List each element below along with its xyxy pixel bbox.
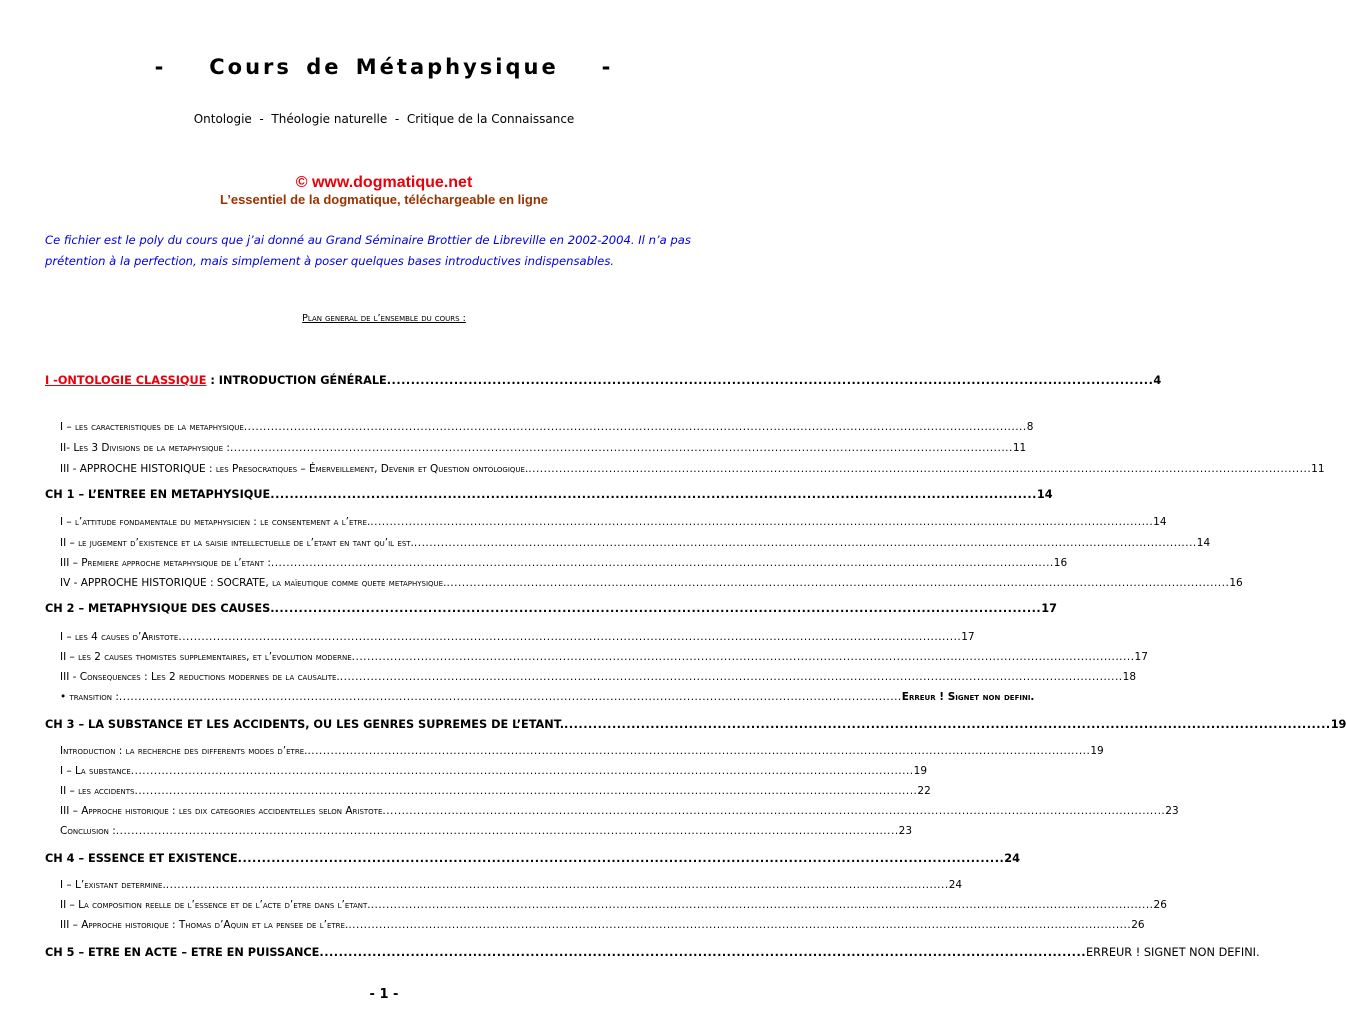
- toc-item-label: II – La composition reelle de l’essence et de l’acte d’etre dans l’etant.: [60, 899, 371, 911]
- toc-item-label: II – le jugement d’existence et la saisie intellectuelle de l’etant en tant qu’il est.: [60, 537, 414, 549]
- toc-item-label: III – Approche historique : les dix categories accidentelles selon Aristote: [60, 805, 383, 817]
- toc-item-label: III – Premiere approche metaphysique de l’etant :: [60, 557, 271, 569]
- toc-page-number: 26: [1153, 899, 1167, 911]
- toc-chapter-label: CH 3 – LA SUBSTANCE ET LES ACCIDENTS, OU LES GENRES SUPREMES DE L’ETANT.: [45, 718, 565, 731]
- toc-leader: ............................................................................................................................................................................................................: [229, 442, 1013, 454]
- tagline: L’essentiel de la dogmatique, téléchargeable en ligne: [220, 192, 548, 207]
- page-number: - 1 -: [369, 987, 399, 1002]
- toc-page-number: 14: [1153, 516, 1167, 528]
- document-title: - Cours de Métaphysique -: [154, 55, 614, 79]
- toc-item[interactable]: [60, 919, 1145, 931]
- toc-page-number: 17: [961, 631, 975, 643]
- toc-leader: ............................................................................................................................................................................................................: [339, 671, 1123, 683]
- toc-page-number: 19: [1330, 718, 1346, 731]
- toc-item[interactable]: [60, 899, 1167, 911]
- toc-page-number: 19: [913, 765, 928, 777]
- toc-item-label: I – L’existant determine.: [60, 879, 166, 891]
- toc-chapter-label: CH 5 – ETRE EN ACTE – ETRE EN PUISSANCE: [45, 946, 320, 959]
- toc-item[interactable]: [60, 825, 913, 837]
- toc-chapter-label: CH 1 – L’ENTREE EN METAPHYSIQUE: [45, 488, 271, 501]
- toc-item-label: III - Consequences : Les 2 reductions modernes de la causalite.: [60, 671, 340, 683]
- toc-item-label: II – les 2 causes thomistes supplementaires, et l’evolution moderne: [60, 651, 352, 663]
- toc-page-number: 11: [1311, 463, 1325, 475]
- toc-item-label: I – les caracteristiques de la metaphysique: [60, 421, 244, 433]
- plan-heading: Plan general de l’ensemble du cours :: [302, 313, 466, 324]
- toc-leader: ................................................................................................................................................................: [270, 488, 1037, 501]
- toc-item[interactable]: [60, 691, 1035, 703]
- toc-item[interactable]: [60, 785, 931, 797]
- toc-item[interactable]: [60, 879, 963, 891]
- toc-page-number: Erreur ! Signet non defini.: [901, 691, 1035, 703]
- toc-leader: ............................................................................................................................................................................................................: [178, 631, 962, 643]
- toc-leader: ............................................................................................................................................................................................................: [370, 516, 1154, 528]
- toc-main-red-label[interactable]: I -ONTOLOGIE CLASSIQUE: [45, 374, 207, 387]
- toc-item-label: Introduction : la recherche des differents modes d’etre.: [60, 745, 308, 757]
- toc-leader: ............................................................................................................................................................................................................: [118, 691, 902, 703]
- toc-item-label: III - APPROCHE HISTORIQUE : les Presocratiques – Émerveillement, Devenir et Question ontologique.: [60, 463, 529, 475]
- toc-chapter-label: CH 4 – ESSENCE ET EXISTENCE: [45, 852, 238, 865]
- toc-leader: ................................................................................................................................................................: [319, 946, 1087, 959]
- toc-item-label: • transition :: [60, 691, 119, 703]
- toc-item[interactable]: [60, 805, 1179, 817]
- toc-leader: ............................................................................................................................................................................................................: [446, 577, 1230, 589]
- toc-item[interactable]: [60, 442, 1027, 454]
- toc-page-number: 22: [917, 785, 931, 797]
- toc-item-label: I – l’attitude fondamentale du metaphysicien : le consentement a l’etre.: [60, 516, 371, 528]
- toc-leader: ............................................................................................................................................................................................................: [130, 765, 914, 777]
- website-link[interactable]: © www.dogmatique.net: [295, 174, 473, 191]
- toc-leader: ................................................................................................................................................................: [386, 374, 1154, 387]
- toc-chapter-1[interactable]: [45, 488, 1053, 501]
- toc-leader: ............................................................................................................................................................................................................: [115, 825, 899, 837]
- toc-leader: ............................................................................................................................................................................................................: [270, 557, 1054, 569]
- toc-item-label: I – La substance: [60, 765, 131, 777]
- toc-leader: ............................................................................................................................................................................................................: [134, 785, 918, 797]
- toc-item-label: III – Approche historique : Thomas d’Aquin et la pensee de l’etre.: [60, 919, 349, 931]
- toc-item[interactable]: [60, 631, 975, 643]
- toc-leader: ................................................................................................................................................................: [237, 852, 1005, 865]
- toc-leader: ............................................................................................................................................................................................................: [382, 805, 1166, 817]
- toc-item[interactable]: [60, 671, 1137, 683]
- toc-page-number: 23: [898, 825, 913, 837]
- toc-item[interactable]: [60, 745, 1104, 757]
- toc-page-number: 11: [1012, 442, 1027, 454]
- toc-page-number: 18: [1122, 671, 1137, 683]
- toc-chapter-4[interactable]: [45, 852, 1021, 865]
- toc-page-number: 4: [1153, 374, 1162, 387]
- toc-leader: ............................................................................................................................................................................................................: [243, 421, 1027, 433]
- toc-item-label: Conclusion :: [60, 825, 116, 837]
- toc-page-number: 17: [1134, 651, 1148, 663]
- toc-leader: ............................................................................................................................................................................................................: [528, 463, 1312, 475]
- toc-item[interactable]: [60, 765, 928, 777]
- toc-item-label: I – les 4 causes d’Aristote: [60, 631, 179, 643]
- toc-item[interactable]: [60, 537, 1211, 549]
- toc-main-label: : INTRODUCTION GÉNÉRALE: [206, 374, 387, 387]
- toc-leader: ............................................................................................................................................................................................................: [348, 919, 1132, 931]
- toc-leader: ............................................................................................................................................................................................................: [370, 899, 1154, 911]
- toc-page-number: 23: [1165, 805, 1179, 817]
- toc-page-number: 8: [1026, 421, 1034, 433]
- toc-item[interactable]: [60, 577, 1243, 589]
- toc-chapter-label: CH 2 – METAPHYSIQUE DES CAUSES.: [45, 602, 275, 615]
- toc-page-number: ERREUR ! SIGNET NON DEFINI.: [1086, 946, 1260, 959]
- toc-item-label: IV - APPROCHE HISTORIQUE : SOCRATE, la maïeutique comme quete metaphysique.: [60, 577, 447, 589]
- toc-chapter-3[interactable]: [45, 718, 1346, 731]
- toc-page-number: 24: [1004, 852, 1021, 865]
- toc-main-entry[interactable]: [45, 374, 1162, 387]
- toc-item-label: II – les accidents: [60, 785, 135, 797]
- toc-page-number: 16: [1229, 577, 1243, 589]
- toc-page-number: 24: [948, 879, 963, 891]
- toc-item[interactable]: [60, 516, 1167, 528]
- toc-item[interactable]: [60, 421, 1034, 433]
- toc-item[interactable]: [60, 651, 1148, 663]
- toc-leader: ............................................................................................................................................................................................................: [165, 879, 949, 891]
- toc-leader: ................................................................................................................................................................: [274, 602, 1042, 615]
- document-subtitle: Ontologie - Théologie naturelle - Critique de la Connaissance: [193, 112, 575, 126]
- toc-page-number: 17: [1041, 602, 1057, 615]
- toc-leader: ............................................................................................................................................................................................................: [307, 745, 1091, 757]
- toc-page-number: 19: [1090, 745, 1104, 757]
- toc-leader: ............................................................................................................................................................................................................: [413, 537, 1197, 549]
- toc-leader: ............................................................................................................................................................................................................: [351, 651, 1135, 663]
- toc-page-number: 14: [1036, 488, 1053, 501]
- toc-chapter-5[interactable]: [45, 946, 1260, 959]
- toc-page-number: 26: [1131, 919, 1145, 931]
- toc-page-number: 14: [1196, 537, 1211, 549]
- toc-item[interactable]: [60, 557, 1068, 569]
- toc-leader: ................................................................................................................................................................: [564, 718, 1331, 731]
- toc-item[interactable]: [60, 463, 1325, 475]
- toc-item-label: II- Les 3 Divisions de la metaphysique :: [60, 442, 230, 454]
- toc-page-number: 16: [1053, 557, 1068, 569]
- toc-chapter-2[interactable]: [45, 602, 1057, 615]
- intro-paragraph: Ce fichier est le poly du cours que j’ai donné au Grand Séminaire Brottier de Libreville en 2002-2004. Il n’a pas prétention à la perfection, mais simplement à poser quelques bases introductives indispensables.: [45, 233, 691, 268]
